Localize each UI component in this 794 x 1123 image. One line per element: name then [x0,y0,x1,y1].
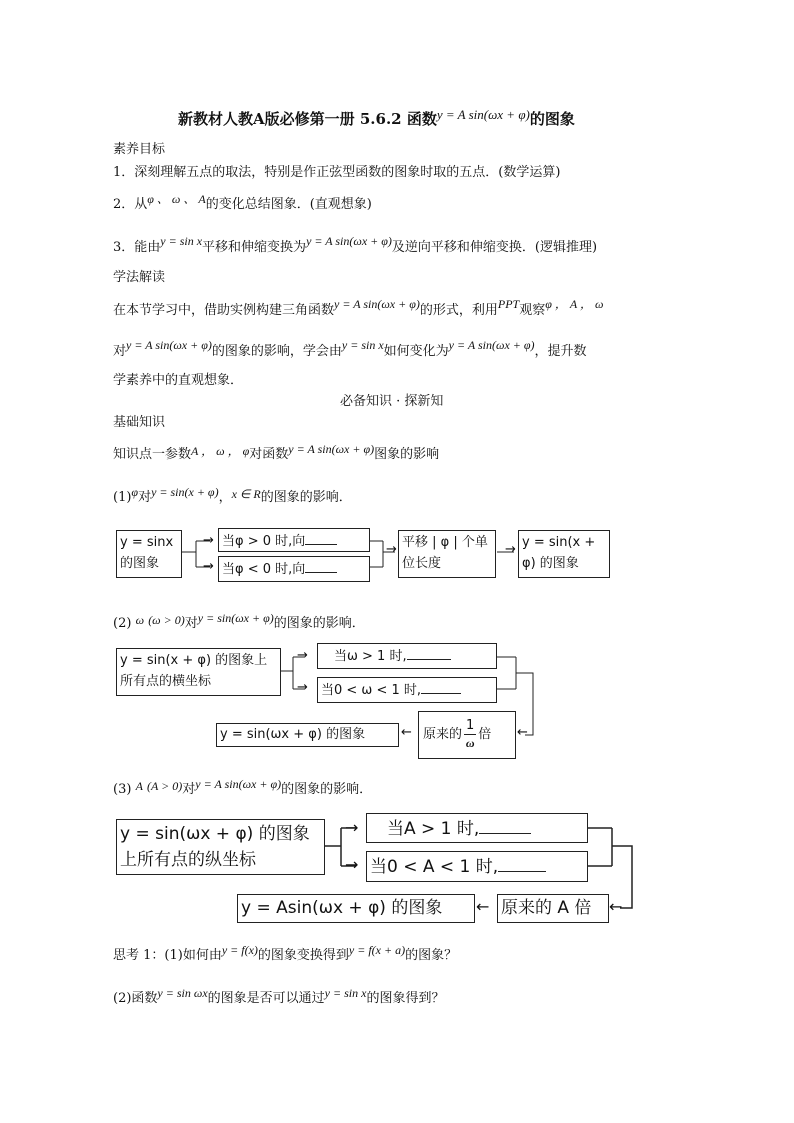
method-1-a: 在本节学习中，借助实例构建三角函数 [113,303,335,318]
goal-3-formula-2: y = A sin(ωx + φ) [306,234,392,248]
method-2-formula: y = A sin(ωx + φ) [126,338,212,352]
section-title: 必备知识 · 探新知 [340,394,444,409]
diagram-3-case-1 [366,813,588,843]
kp1-b: 对函数 [249,447,289,462]
method-1-c: 观察 [519,303,546,318]
method-2-formula-2: y = sin x [341,338,384,352]
item-3-symbol: A [135,779,143,793]
diagram-1-result: y = sin(x + φ) 的图象 [518,530,610,578]
item-3-formula: y = A sin(ωx + φ) [195,777,282,791]
arrow-right-icon: → [505,542,516,557]
method-1-b: 的形式，利用 [419,303,498,318]
kp1-symbols: A ， ω ， φ [191,444,250,458]
d2-mid-den: ω [465,736,475,750]
kp1-c: 图象的影响 [374,447,440,462]
d2-mid-num: 1 [466,718,475,733]
think-2-formula-1: y = sin ωx [157,986,208,1000]
diagram-3-result: y = Asin(ωx + φ) 的图象 [237,894,475,923]
arrow-left-icon: ← [609,897,623,916]
item-3-a: (3) [113,782,132,797]
method-1-symbols: φ ， A ， ω [545,297,604,311]
diagram-2-source: y = sin(x + φ) 的图象上所有点的横坐标 [116,648,281,696]
d1-c2-text: 当φ < 0 时,向 [222,562,306,577]
method-2-d: ，提升数 [534,344,587,359]
goal-3-c: 及逆向平移和伸缩变换．(逻辑推理) [391,240,598,255]
method-2-b: 的图象的影响，学会由 [211,344,342,359]
goal-3-formula-1: y = sin x [160,234,203,248]
d2-mid-a: 原来的 [423,727,463,742]
goal-2-a: 2．从 [113,197,148,212]
method-2-a: 对 [113,344,127,359]
goals-heading: 素养目标 [113,142,166,157]
d3-c2-blank [498,853,546,872]
item-1-a: (1) [113,490,132,505]
think-2-b: 的图象是否可以通过 [207,991,325,1006]
arrow-right-icon: → [297,680,308,695]
item-3-condition: (A > 0) [147,779,183,793]
arrow-right-icon: → [386,542,397,557]
item-2-a: (2) [113,616,132,631]
title-prefix: 新教材人教A版必修第一册 5.6.2 函数 [178,110,437,128]
think-1-formula-2: y = f(x + a) [348,943,406,957]
arrow-right-icon: → [203,533,214,548]
d3-c1-blank [479,815,531,834]
diagram-3-source: y = sin(ωx + φ) 的图象上所有点的纵坐标 [116,819,325,875]
method-heading: 学法解读 [113,270,166,285]
think-1-b: 的图象变换得到 [257,948,349,963]
item-1-d: 的图象的影响． [260,490,352,505]
diagram-1-middle: 平移 | φ | 个单位长度 [398,530,496,578]
item-1-b: 对 [138,490,152,505]
arrow-left-icon: ← [476,897,490,916]
goal-3-a: 3．能由 [113,240,161,255]
arrow-right-icon: → [203,559,214,574]
diagram-3-middle: 原来的 A 倍 [497,894,609,923]
diagram-2-result: y = sin(ωx + φ) 的图象 [216,723,399,747]
arrow-left-icon: ← [517,725,528,740]
method-2-formula-3: y = A sin(ωx + φ) [448,338,535,352]
goal-1: 1．深刻理解五点的取法，特别是作正弦型函数的图象时取的五点．(数学运算) [113,165,561,180]
d2-c2-text: 当0 < ω < 1 时, [321,683,422,698]
think-2 [113,987,444,1006]
item-1-condition: x ∈ R [231,487,261,501]
arrow-right-icon: → [345,855,359,874]
item-3-c: 的图象的影响． [281,782,373,797]
d3-c1-text: 当A > 1 时, [387,819,480,839]
think-1-formula-1: y = f(x) [221,943,258,957]
d1-c1-text: 当φ > 0 时,向 [222,534,306,549]
diagram-3-case-2 [366,851,588,882]
method-line-3: 学素养中的直观想象． [113,373,244,388]
item-1-formula: y = sin(x + φ) [151,485,219,499]
item-2-symbol: ω [135,613,145,627]
arrow-left-icon: ← [401,725,412,740]
think-1 [113,944,457,963]
item-3-b: 对 [182,782,196,797]
item-2-formula: y = sin(ωx + φ) [197,611,274,625]
item-2-c: 的图象的影响． [273,616,365,631]
arrow-right-icon: → [297,648,308,663]
item-1-symbol: φ [131,485,139,499]
item-1-c: ， [218,490,232,505]
title-suffix: 的图象 [529,110,575,128]
goal-2-b: 的变化总结图象．(直观想象) [205,197,372,212]
goal-2-symbols: φ 、 ω 、 A [147,192,206,206]
think-1-a: 思考 1：(1)如何由 [113,948,222,963]
item-2-b: 对 [184,616,198,631]
method-1-ppt: PPT [497,297,520,311]
d2-mid-b: 倍 [478,727,492,742]
title-formula: y = A sin(ωx + φ) [436,107,530,122]
arrow-right-icon: → [345,818,359,837]
basic-heading: 基础知识 [113,415,166,430]
d3-c2-text: 当0 < A < 1 时, [370,857,499,877]
method-1-formula: y = A sin(ωx + φ) [334,297,420,311]
kp1-a: 知识点一参数 [113,447,192,462]
think-2-a: (2)函数 [113,991,158,1006]
d2-c1-text: 当ω > 1 时, [334,649,407,664]
kp1-formula: y = A sin(ωx + φ) [288,442,375,456]
item-2-condition: (ω > 0) [148,613,185,627]
goal-3-b: 平移和伸缩变换为 [202,240,307,255]
think-1-c: 的图象？ [405,948,458,963]
think-2-c: 的图象得到？ [366,991,445,1006]
think-2-formula-2: y = sin x [324,986,367,1000]
method-2-c: 如何变化为 [383,344,449,359]
diagram-1-source: y = sinx 的图象 [116,530,182,578]
